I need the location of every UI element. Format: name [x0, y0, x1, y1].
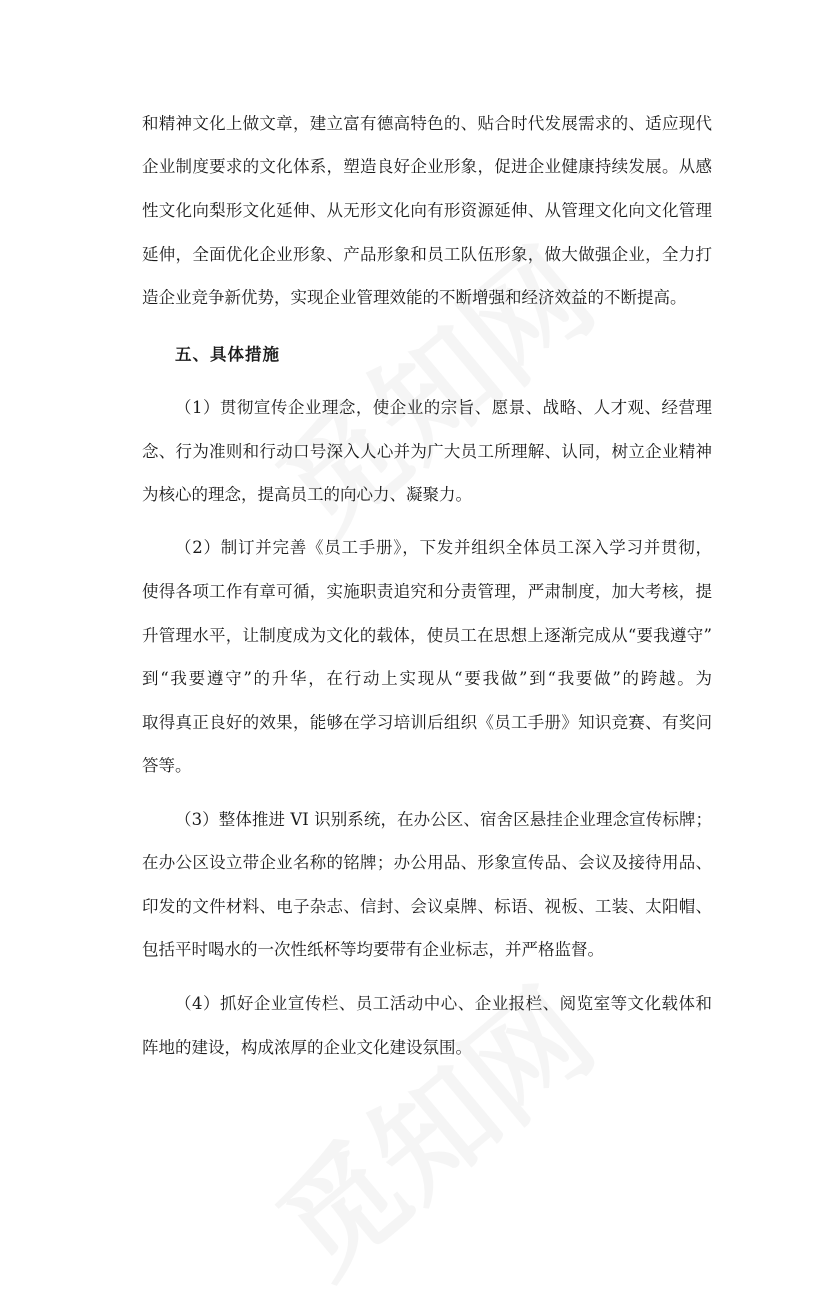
paragraph-line: 包括平时喝水的一次性纸杯等均要带有企业标志，并严格监督。	[142, 940, 604, 959]
paragraph-line: 到“我要遵守”的升华，在行动上实现从“要我做”到“我要做”的跨越。为	[142, 669, 712, 688]
paragraph-line: （4）抓好企业宣传栏、员工活动中心、企业报栏、阅览室等文化载体和	[175, 994, 712, 1013]
paragraph-line: 印发的文件材料、电子杂志、信封、会议桌牌、标语、视板、工装、太阳帽、	[142, 897, 712, 916]
paragraph-line: 和精神文化上做文章，建立富有德高特色的、贴合时代发展需求的、适应现代	[142, 114, 712, 133]
paragraph-line: （1）贯彻宣传企业理念，使企业的宗旨、愿景、战略、人才观、经营理	[175, 398, 712, 417]
paragraph-line: 阵地的建设，构成浓厚的企业文化建设氛围。	[142, 1038, 472, 1057]
paragraph-line: 取得真正良好的效果，能够在学习培训后组织《员工手册》知识竞赛、有奖问	[142, 713, 712, 732]
paragraph-line: 造企业竞争新优势，实现企业管理效能的不断增强和经济效益的不断提高。	[142, 288, 687, 307]
paragraph-line: 为核心的理念，提高员工的向心力、凝聚力。	[142, 485, 472, 504]
paragraph-line: 性文化向梨形文化延伸、从无形文化向有形资源延伸、从管理文化向文化管理	[142, 201, 712, 220]
paragraph-line: 延伸，全面优化企业形象、产品形象和员工队伍形象，做大做强企业，全力打	[142, 245, 712, 264]
section-heading: 五、具体措施	[175, 345, 280, 364]
paragraph-line: 答等。	[142, 756, 192, 775]
paragraph-line: 念、行为准则和行动口号深入人心并为广大员工所理解、认同，树立企业精神	[142, 442, 712, 461]
paragraph-line: 在办公区设立带企业名称的铭牌；办公用品、形象宣传品、会议及接待用品、	[142, 853, 712, 872]
paragraph-line: （2）制订并完善《员工手册》，下发并组织全体员工深入学习并贯彻，	[175, 538, 712, 557]
paragraph-line: 使得各项工作有章可循，实施职责追究和分责管理，严肃制度，加大考核，提	[142, 582, 712, 601]
paragraph-line: 企业制度要求的文化体系，塑造良好企业形象，促进企业健康持续发展。从感	[142, 157, 712, 176]
paragraph-line: 升管理水平，让制度成为文化的载体，使员工在思想上逐渐完成从“要我遵守”	[142, 626, 712, 645]
paragraph-line: （3）整体推进 VI 识别系统，在办公区、宿舍区悬挂企业理念宣传标牌；	[175, 810, 712, 829]
